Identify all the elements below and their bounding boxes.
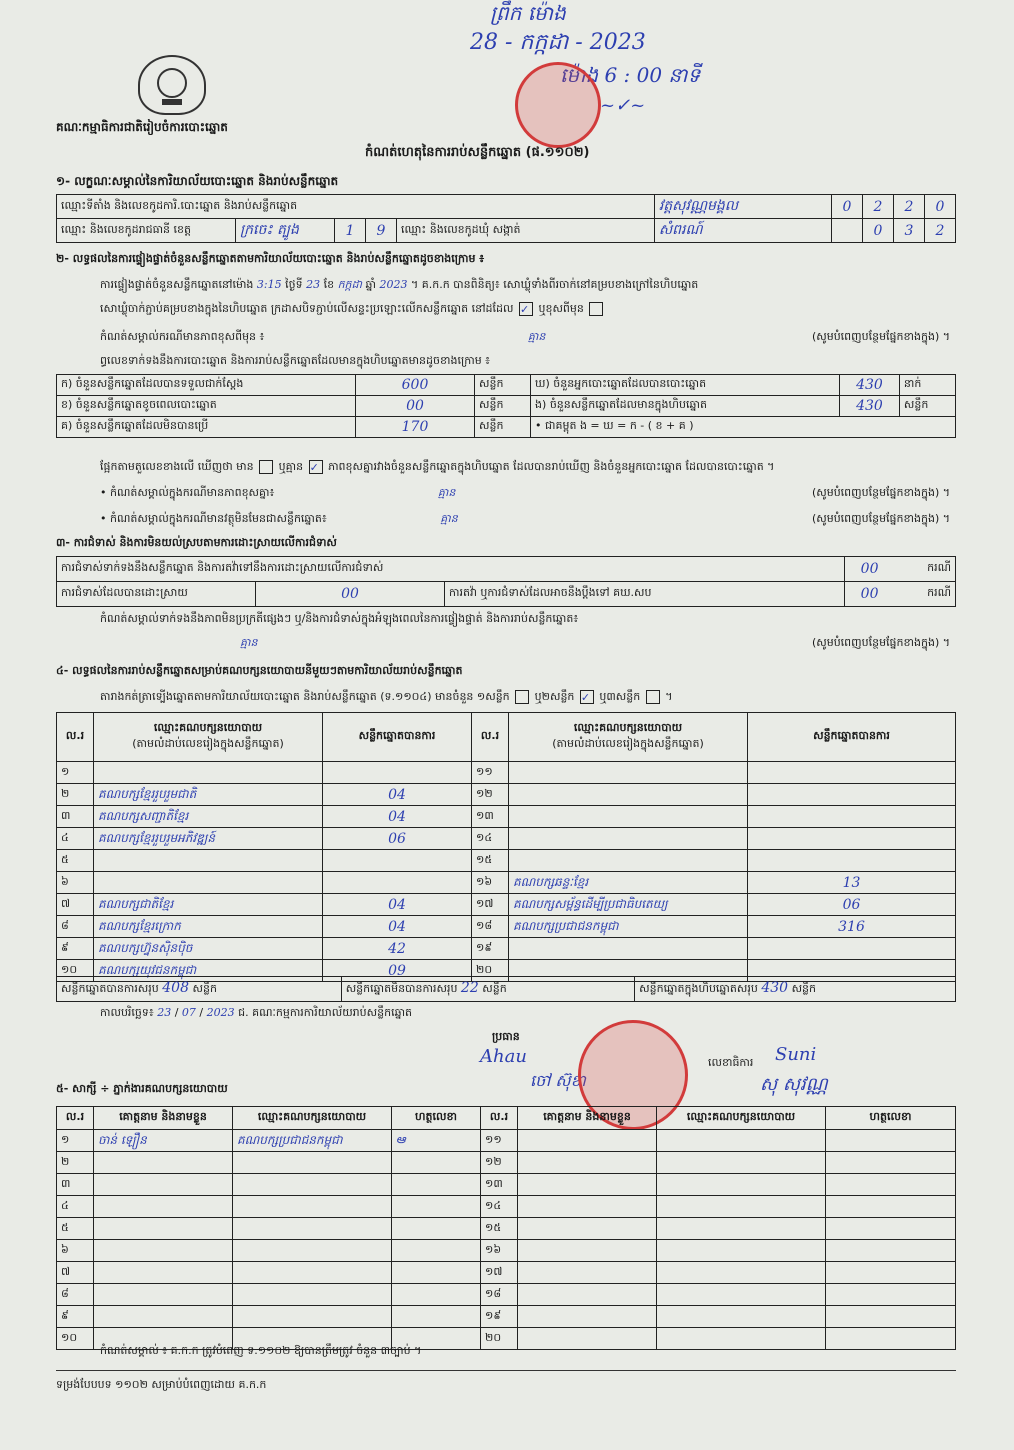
table-row: [57, 1152, 956, 1174]
witness-name: [94, 1174, 233, 1196]
party-votes: [748, 806, 956, 828]
witness-signature: [392, 1306, 481, 1328]
province-code-1: 1: [335, 219, 366, 243]
row-number: ៧: [57, 894, 94, 916]
witness-party: [233, 1284, 392, 1306]
witness-signature: [826, 1240, 956, 1262]
witness-signature: [826, 1306, 956, 1328]
row-number: ៨: [57, 916, 94, 938]
row-number: ៣: [57, 1174, 94, 1196]
witness-party: [657, 1306, 826, 1328]
commune-code-2: 3: [894, 219, 925, 243]
section2-para2: សោឃ្លុំចាក់ភ្ជាប់គម្របខាងក្នុងនៃហិបឆ្នោត ក្រដាសបិទភ្ជាប់លើសន្ទះប្រឡោះលើកសន្លឹកឆ្នោត នៅដដែល ✓ ឬខុសពីមុន: [100, 302, 605, 316]
party-votes: 06: [323, 828, 472, 850]
party-name: គណបក្សសញ្ជាតិខ្មែរ: [94, 806, 323, 828]
table-row: [57, 828, 956, 850]
row-number: ១០: [57, 1328, 94, 1350]
witness-party: [657, 1262, 826, 1284]
official-seal-icon: [515, 62, 601, 148]
handwritten-date: 28 - កក្កដា - 2023: [470, 30, 646, 55]
section2-para4: ផ្អែកតាមតួលេខខាងលើ ឃើញថា មាន ឬគ្មាន ✓ ភាពខុសគ្នារវាងចំនួនសន្លឹកឆ្នោតក្នុងហិបឆ្នោត ដែលបានរាប់ឃើញ និងចំនួនអ្នកបោះឆ្នោត ដែលបានបោះឆ្នោត ។: [100, 460, 775, 474]
row-number: ១៣: [472, 806, 509, 828]
form-footer: ទម្រង់បែបបទ ១១០២ សម្រាប់បំពេញដោយ គ.ក.ក: [56, 1378, 267, 1391]
party-name: គណបក្សយុវជនកម្ពុជា: [94, 960, 323, 982]
witness-signature: [826, 1130, 956, 1152]
witness-signature: [392, 1240, 481, 1262]
witness-signature: ఆ: [392, 1130, 481, 1152]
party-votes: 04: [323, 806, 472, 828]
witness-party: [657, 1240, 826, 1262]
count-month: កក្កដា: [337, 278, 363, 291]
row-number: ២០: [472, 960, 509, 982]
one-sheet-checkbox[interactable]: [515, 690, 529, 704]
party-votes: 316: [748, 916, 956, 938]
witness-signature: [392, 1152, 481, 1174]
location-label: ឈ្មោះទីតាំង និងលេខកូដការិ.បោះឆ្នោត និងរាប់សន្លឹកឆ្នោត: [57, 195, 655, 219]
table-row: [57, 1196, 956, 1218]
row-number: ៦: [57, 1240, 94, 1262]
witness-party: គណបក្សប្រជាជនកម្ពុជា: [233, 1130, 392, 1152]
witness-party: [657, 1196, 826, 1218]
section3-heading: ៣- ការជំទាស់ និងការមិនយល់ស្របតាមការដោះស្រាយលើការជំទាស់: [56, 536, 337, 549]
witness-name: [518, 1196, 657, 1218]
witness-name: [518, 1262, 657, 1284]
table-row: [57, 1174, 956, 1196]
party-name: [509, 938, 748, 960]
count-day: 23: [306, 278, 321, 291]
difference-note: • កំណត់សម្គាល់ក្នុងករណីមានភាពខុសគ្នា៖ គ្មាន (សូមបំពេញបន្ថែមផ្នែកខាងក្នុង) ។: [100, 486, 950, 499]
handwritten-note-1: ព្រឹក​ ម៉ោង: [490, 1, 566, 25]
ballot-count-table: ក) ចំនួនសន្លឹកឆ្នោតដែលបានទទួលជាក់ស្តែង 600 សន្លឹក ឃ) ចំនួនអ្នកបោះឆ្នោតដែលបានបោះឆ្នោត 430 នាក់ ខ) ចំនួនសន្លឹកឆ្នោតខូចពេលបោះឆ្នោត 00 សន្លឹក ង) ចំនួនសន្លឹកឆ្នោតដែលមានក្នុងហិបឆ្នោត 430 សន្លឹក គ) ចំនួនសន្លឹកឆ្នោតដែលមិនបានប្រើ 170 សន្លឹក • ជាគម្ពុត ង = ឃ = ក - ( ខ + គ ): [56, 374, 956, 438]
location-code-2: 2: [863, 195, 894, 219]
witness-name: [94, 1218, 233, 1240]
section5-heading: ៥- សាក្សី ÷ ភ្នាក់ងារគណបក្សនយោបាយ: [56, 1082, 228, 1095]
witness-name: [94, 1240, 233, 1262]
witness-party: [233, 1262, 392, 1284]
witness-name: [518, 1328, 657, 1350]
signature-top: ~✓~: [600, 95, 646, 116]
province-value: ក្រចេះ ត្បូង: [236, 219, 335, 243]
witness-signature: [392, 1196, 481, 1218]
chair-label: ប្រធាន: [492, 1030, 520, 1043]
witness-signature: [826, 1152, 956, 1174]
commune-code-1: 0: [863, 219, 894, 243]
table-row: [57, 916, 956, 938]
party-votes: 09: [323, 960, 472, 982]
party-name: [94, 872, 323, 894]
table-row: [57, 762, 956, 784]
totals-row: សន្លឹកឆ្នោតបានការសរុប 408 សន្លឹក សន្លឹកឆ្នោតមិនបានការសរុប 22 សន្លឹក សន្លឹកឆ្នោតក្នុងហិបឆ្នោតសរុប 430 សន្លឹក: [56, 976, 956, 1002]
ngo-value: 430: [840, 396, 900, 417]
witness-party: [233, 1306, 392, 1328]
chair-signature: Ahau: [480, 1046, 527, 1067]
row-number: ១៩: [472, 938, 509, 960]
section1-heading: ១- លក្ខណៈសម្គាល់នៃការិយាល័យបោះឆ្នោត និងរាប់សន្លឹកឆ្នោត: [56, 174, 339, 188]
valid-total: 408: [162, 980, 189, 996]
table-row: [57, 938, 956, 960]
witness-name: [518, 1152, 657, 1174]
table-row: [57, 1306, 956, 1328]
section1-table: [56, 194, 956, 243]
witness-name: [518, 1174, 657, 1196]
party-votes: 06: [748, 894, 956, 916]
witness-name: [518, 1240, 657, 1262]
three-sheet-checkbox[interactable]: [646, 690, 660, 704]
chair-name: ចៅ ស៊ុខា: [530, 1071, 586, 1090]
party-votes: [748, 850, 956, 872]
party-votes: 04: [323, 784, 472, 806]
witness-signature: [826, 1196, 956, 1218]
table-row: [57, 894, 956, 916]
row-number: ២: [57, 1152, 94, 1174]
box-total: 430: [761, 980, 789, 996]
party-name: [94, 762, 323, 784]
appeal-count: 00: [844, 582, 894, 607]
table-row: [57, 1284, 956, 1306]
row-number: ៧: [57, 1262, 94, 1284]
location-code-4: 0: [925, 195, 956, 219]
row-number: ៥: [57, 1218, 94, 1240]
witness-party: [657, 1174, 826, 1196]
formula: • ជាគម្ពុត ង = ឃ = ក - ( ខ + គ ): [531, 417, 956, 438]
witness-name: [518, 1130, 657, 1152]
ko-value: 170: [356, 417, 475, 438]
section3-note-value: គ្មាន (សូមបំពេញបន្ថែមផ្នែកខាងក្នុង) ។: [240, 636, 950, 649]
party-votes: 13: [748, 872, 956, 894]
party-votes: [748, 938, 956, 960]
signing-date: កាលបរិច្ឆេទ៖ 23 / 07 / 2023 ជ. គណៈកម្មការការិយាល័យរាប់សន្លឹកឆ្នោត: [100, 1006, 413, 1019]
party-votes: 04: [323, 894, 472, 916]
party-name: គណបក្សប្រជាជនកម្ពុជា: [509, 916, 748, 938]
objection-count: 00: [844, 557, 894, 582]
party-name: [509, 806, 748, 828]
witness-name: [94, 1284, 233, 1306]
kha-label: ខ) ចំនួនសន្លឹកឆ្នោតខូចពេលបោះឆ្នោត: [57, 396, 356, 417]
witness-name: [94, 1306, 233, 1328]
witness-name: [518, 1306, 657, 1328]
row-number: ១៤: [472, 828, 509, 850]
party-name: គណបក្សឆន្ទៈខ្មែរ: [509, 872, 748, 894]
change-note: កំណត់សម្គាល់ករណីមានភាពខុសពីមុន ៖ គ្មាន (សូមបំពេញបន្ថែមផ្នែកខាងក្នុង) ។: [100, 330, 950, 343]
party-votes: 04: [323, 916, 472, 938]
form-title: កំណត់ហេតុនៃការរាប់សន្លឹកឆ្នោត (ផ.១១០២): [365, 145, 590, 160]
ka-value: 600: [356, 375, 475, 396]
party-votes: [748, 762, 956, 784]
footer-divider: [56, 1370, 956, 1371]
nec-logo-icon: [138, 55, 206, 115]
witness-name: [94, 1196, 233, 1218]
table-row: [57, 1130, 956, 1152]
foreign-object-note: • កំណត់សម្គាល់ក្នុងករណីមានវត្ថុមិនមែនជាសន្លឹកឆ្នោត៖ គ្មាន (សូមបំពេញបន្ថែមផ្នែកខាងក្នុង) ។: [100, 512, 950, 525]
witness-signature: [392, 1262, 481, 1284]
witness-party: [233, 1218, 392, 1240]
row-number: ១៥: [472, 850, 509, 872]
party-votes: [323, 762, 472, 784]
objection-table: ការជំទាស់ទាក់ទងនឹងសន្លឹកឆ្នោត និងការតវ៉ាទៅនឹងការដោះស្រាយលើការជំទាស់ 00 ករណី ការជំទាស់ដែលបានដោះស្រាយ 00 ការតវ៉ា ឬការជំទាស់ដែលអាចនឹងប្តឹងទៅ គឃ.សប 00 ករណី: [56, 556, 956, 607]
section2-para3: ព្ធលេខទាក់ទងនឹងការបោះឆ្នោត និងការរាប់សន្លឹកឆ្នោតដែលមានក្នុងហិបឆ្នោតមានដូចខាងក្រោម ៖: [100, 354, 491, 367]
secretary-label: លេខាធិការ: [708, 1056, 754, 1069]
row-number: ១៦: [472, 872, 509, 894]
witness-signature: [826, 1284, 956, 1306]
table-row: [57, 784, 956, 806]
province-label: ឈ្មោះ និងលេខកូដរាជធានី ខេត្ត: [57, 219, 236, 243]
changed-checkbox[interactable]: [589, 302, 603, 316]
ka-label: ក) ចំនួនសន្លឹកឆ្នោតដែលបានទទួលជាក់ស្តែង: [57, 375, 356, 396]
witness-party: [657, 1284, 826, 1306]
province-code-2: 9: [366, 219, 397, 243]
row-number: ៩: [57, 938, 94, 960]
party-name: [509, 784, 748, 806]
witness-table: ល.រ គោត្តនាម និងនាមខ្លួន ឈ្មោះគណបក្សនយោបាយ ហត្ថលេខា ល.រ គោត្តនាម និងនាមខ្លួន ឈ្មោះគណបក្សនយោបាយ ហត្ថលេខា ១ ចាន់ ឡឿន គណបក្សប្រជាជនកម្ពុជា ఆ ១១ ២ ១២ ៣ ១៣ ៤ ១៤ ៥ ១៥ ៦ ១៦ ៧ ១៧ ៨ ១៨ ៩ ១៩ ១០ ២០: [56, 1106, 956, 1350]
org-name: គណៈកម្មាធិការជាតិរៀបចំការបោះឆ្នោត: [56, 120, 228, 134]
witness-signature: [826, 1218, 956, 1240]
witness-signature: [826, 1174, 956, 1196]
row-number: ១២: [481, 1152, 518, 1174]
witness-party: [233, 1152, 392, 1174]
witness-signature: [826, 1328, 956, 1350]
witness-name: [518, 1284, 657, 1306]
party-votes: [323, 872, 472, 894]
party-votes: [748, 828, 956, 850]
table-row: [57, 1262, 956, 1284]
secretary-name: សុ សុវណ្ណ: [760, 1074, 828, 1095]
row-number: ៦: [57, 872, 94, 894]
row-number: ១៥: [481, 1218, 518, 1240]
secretary-signature: Suni: [775, 1044, 817, 1065]
row-number: ៤: [57, 1196, 94, 1218]
table-row: [57, 1218, 956, 1240]
row-number: ១១: [481, 1130, 518, 1152]
count-year: 2023: [379, 278, 408, 291]
party-name: គណបក្សសម្ព័ន្ធដើម្បីប្រជាធិបតេយ្យ: [509, 894, 748, 916]
row-number: ២០: [481, 1328, 518, 1350]
party-name: គណបក្សហ្វ៊ុនស៊ិនប៉ិច: [94, 938, 323, 960]
section4-heading: ៤- លទ្ធផលនៃការរាប់សន្លឹកឆ្នោតសម្រាប់គណបក្សនយោបាយនីមួយៗតាមការិយាល័យរាប់សន្លឹកឆ្នោត: [56, 664, 463, 677]
witness-footnote: កំណត់សម្គាល់ ៖ គ.ក.ក ត្រូវបំពេញ ទ.១១០២ ឱ្យបានត្រឹមត្រូវ ចំនួន ៣ច្បាប់ ។: [100, 1344, 422, 1357]
resolved-count: 00: [256, 582, 445, 607]
party-name: គណបក្សខ្មែររួបរួមជាតិ: [94, 784, 323, 806]
party-votes: [748, 784, 956, 806]
row-number: ១២: [472, 784, 509, 806]
witness-name: ចាន់ ឡឿន: [94, 1130, 233, 1152]
difference-no-checkbox[interactable]: ✓: [309, 460, 323, 474]
row-number: ១៧: [481, 1262, 518, 1284]
party-name: [509, 762, 748, 784]
row-number: ១: [57, 762, 94, 784]
commune-code-3: 2: [925, 219, 956, 243]
witness-name: [94, 1262, 233, 1284]
witness-party: [233, 1196, 392, 1218]
party-name: [509, 828, 748, 850]
row-number: ១៨: [481, 1284, 518, 1306]
party-name: គណបក្សខ្មែរក្រោក: [94, 916, 323, 938]
witness-signature: [392, 1174, 481, 1196]
difference-yes-checkbox[interactable]: [259, 460, 273, 474]
ko-label: គ) ចំនួនសន្លឹកឆ្នោតដែលមិនបានប្រើ: [57, 417, 356, 438]
party-name: គណបក្សខ្មែររួបរួមអភិវឌ្ឍន៍: [94, 828, 323, 850]
handwritten-time: ម៉ោង 6 : 00 នាទី: [560, 63, 701, 87]
witness-party: [657, 1130, 826, 1152]
row-number: ១១: [472, 762, 509, 784]
count-time: 3:15: [256, 278, 282, 291]
witness-party: [233, 1174, 392, 1196]
row-number: ១៤: [481, 1196, 518, 1218]
unchanged-checkbox[interactable]: ✓: [519, 302, 533, 316]
table-row: [57, 1240, 956, 1262]
witness-party: [657, 1152, 826, 1174]
location-code-3: 2: [894, 195, 925, 219]
row-number: ៩: [57, 1306, 94, 1328]
ngo-label: ង) ចំនួនសន្លឹកឆ្នោតដែលមានក្នុងហិបឆ្នោត: [531, 396, 840, 417]
table-row: [57, 850, 956, 872]
location-value: វត្តសុវណ្ណមង្គល: [654, 195, 831, 219]
witness-signature: [826, 1262, 956, 1284]
section2-heading: ២- លទ្ធផលនៃការផ្ទៀងផ្ទាត់ចំនួនសន្លឹកឆ្នោតតាមការិយាល័យបោះឆ្នោត និងរាប់សន្លឹកឆ្នោតដូចខាងក្រោម ៖: [56, 252, 485, 265]
gho-label: ឃ) ចំនួនអ្នកបោះឆ្នោតដែលបានបោះឆ្នោត: [531, 375, 840, 396]
table-row: [57, 806, 956, 828]
row-number: ៥: [57, 850, 94, 872]
witness-name: [518, 1218, 657, 1240]
row-number: ១០: [57, 960, 94, 982]
section3-note: កំណត់សម្គាល់ទាក់ទងនឹងភាពមិនប្រក្រតីផ្សេងៗ ឬ/និងការជំទាស់ក្នុងអំឡុងពេលនៃការផ្ទៀងផ្ទាត់ និងការរាប់សន្លឹកឆ្នោត៖: [100, 612, 579, 625]
row-number: ១៨: [472, 916, 509, 938]
two-sheet-checkbox[interactable]: ✓: [580, 690, 594, 704]
row-number: ៨: [57, 1284, 94, 1306]
witness-party: [233, 1240, 392, 1262]
party-votes: [323, 850, 472, 872]
row-number: ១៩: [481, 1306, 518, 1328]
witness-name: [94, 1152, 233, 1174]
row-number: ២: [57, 784, 94, 806]
row-number: ១៧: [472, 894, 509, 916]
row-number: ១៦: [481, 1240, 518, 1262]
kha-value: 00: [356, 396, 475, 417]
gho-value: 430: [840, 375, 900, 396]
witness-party: [657, 1218, 826, 1240]
commune-label: ឈ្មោះ និងលេខកូដឃុំ សង្កាត់: [397, 219, 655, 243]
witness-signature: [392, 1218, 481, 1240]
section2-para1: ការផ្ទៀងផ្ទាត់ចំនួនសន្លឹកឆ្នោតនៅម៉ោង 3:15 ថ្ងៃទី 23 ខែ កក្កដា ឆ្នាំ 2023 ។ គ.ក.ក បានពិនិត្យ៖ សោឃ្លុំទាំងពីរចាក់នៅគម្របខាងក្រៅនៃហិបឆ្នោត: [100, 278, 699, 291]
witness-signature: [392, 1284, 481, 1306]
row-number: ៣: [57, 806, 94, 828]
witness-party: [657, 1328, 826, 1350]
table-row: [57, 872, 956, 894]
commune-value: សំពរណ៍: [654, 219, 831, 243]
row-number: ១: [57, 1130, 94, 1152]
results-table: ល.រ ឈ្មោះគណបក្សនយោបាយ (តាមលំដាប់លេខរៀងក្នុងសន្លឹកឆ្នោត) សន្លឹកឆ្នោតបានការ ល.រ ឈ្មោះគណបក្សនយោបាយ (តាមលំដាប់លេខរៀងក្នុងសន្លឹកឆ្នោត) សន្លឹកឆ្នោតបានការ ១ ១១ ២ គណបក្សខ្មែររួបរួមជាតិ 04 ១២ ៣ គណបក្សសញ្ជាតិខ្មែរ 04 ១៣ ៤ គណបក្សខ្មែររួបរួមអភិវឌ្ឍន៍ 06 ១៤ ៥ ១៥ ៦ ១៦ គណបក្សឆន្ទៈខ្មែរ 13 ៧ គណបក្សជាតិខ្មែរ 04 ១៧ គណបក្សសម្ព័ន្ធដើម្បីប្រជាធិបតេយ្យ 06 ៨ គណបក្សខ្មែរក្រោក 04 ១៨ គណបក្សប្រជាជនកម្ពុជា 316 ៩ គណបក្សហ្វ៊ុនស៊ិនប៉ិច 42 ១៩ ១០ គណបក្សយុវជនកម្ពុជា 09 ២០: [56, 712, 956, 982]
section4-intro: តារាងកត់ត្រាទ្បើងឆ្នោតតាមការិយាល័យបោះឆ្នោត និងរាប់សន្លឹកឆ្នោត (ទ.១១០៤) មានចំនួន ១សន្លឹក ឬ២សន្លឹក ✓ ឬ៣សន្លឹក ។: [100, 690, 673, 704]
party-name: [94, 850, 323, 872]
party-votes: 42: [323, 938, 472, 960]
location-code-1: 0: [832, 195, 863, 219]
party-name: គណបក្សជាតិខ្មែរ: [94, 894, 323, 916]
party-name: [509, 850, 748, 872]
invalid-total: 22: [460, 980, 479, 996]
row-number: ៤: [57, 828, 94, 850]
row-number: ១៣: [481, 1174, 518, 1196]
